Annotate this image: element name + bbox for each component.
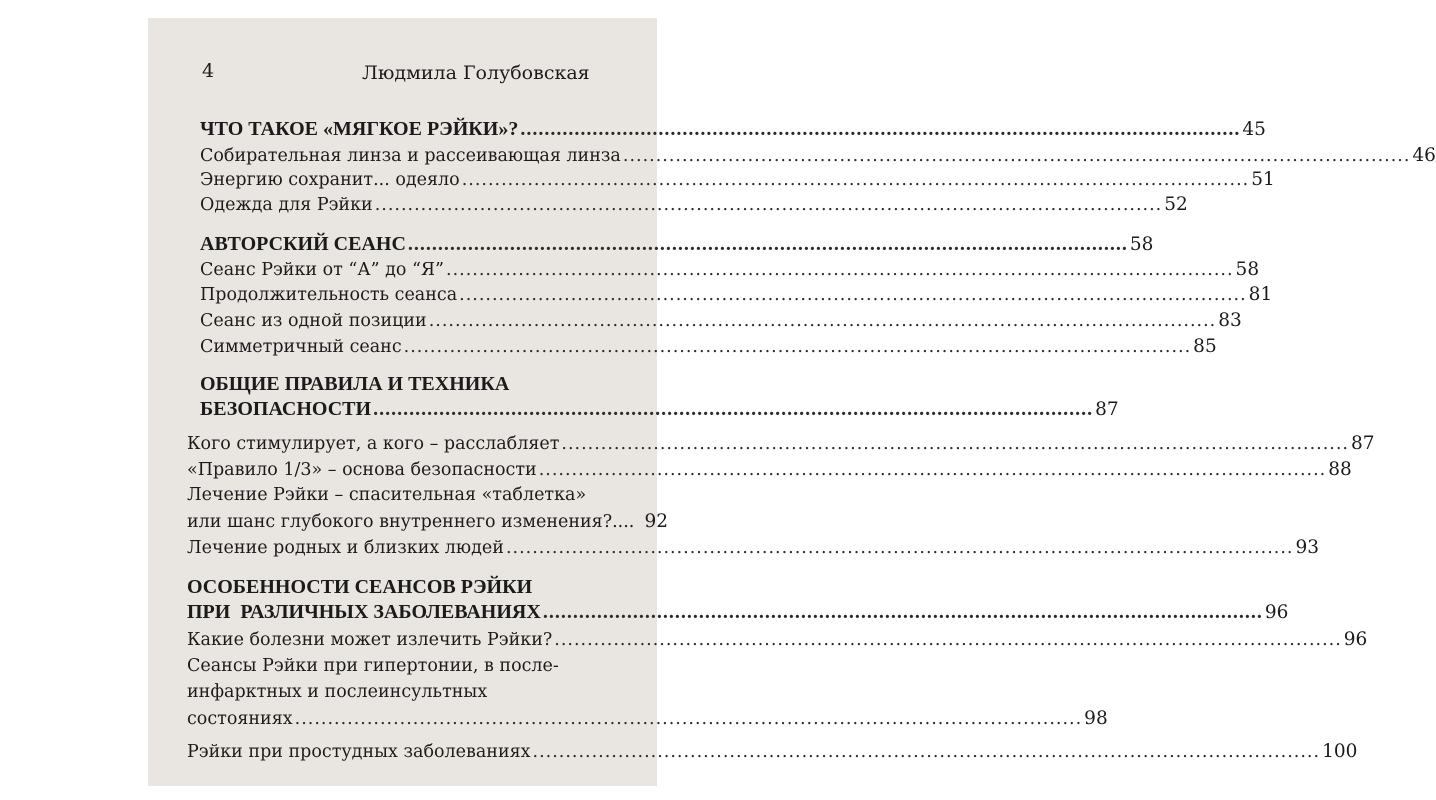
- toc-page-number: 45: [1242, 119, 1266, 140]
- toc-leader-dots: ........................................................................................................................: [374, 195, 1163, 215]
- toc-leader-dots: ....: [612, 512, 635, 532]
- toc-leader-dots: ........................................................................................................................: [542, 601, 1263, 623]
- toc-entry-title: Сеанс Рэйки от “А” до “Я”: [200, 260, 445, 280]
- toc-entry[interactable]: [187, 459, 1352, 480]
- toc-entry[interactable]: [187, 433, 1375, 454]
- toc-page-number: 85: [1193, 336, 1217, 357]
- toc-leader-dots: ........................................................................................................................: [294, 709, 1083, 729]
- toc-section[interactable]: [187, 601, 1289, 624]
- toc-section-title[interactable]: ОБЩИЕ ПРАВИЛА И ТЕХНИКА: [200, 373, 510, 395]
- toc-section-title: БЕЗОПАСНОСТИ: [200, 398, 372, 420]
- toc-entry-title: Сеанс из одной позиции: [200, 311, 427, 331]
- toc-entry[interactable]: [200, 145, 1436, 166]
- toc-entry-title: Кого стимулирует, а кого – расслабляет: [187, 434, 560, 454]
- toc-leader-dots: ........................................................................................................................: [532, 742, 1321, 762]
- toc-page-number: 81: [1248, 284, 1273, 305]
- toc-leader-dots: ........................................................................................................................: [561, 434, 1349, 454]
- toc-leader-dots: ........................................................................................................................: [407, 233, 1128, 255]
- toc-page-number: 83: [1218, 310, 1242, 331]
- toc-entry[interactable]: [200, 284, 1273, 305]
- toc-entry-title: Симметричный сеанс: [200, 337, 402, 357]
- toc-page-number: 58: [1129, 234, 1154, 255]
- toc-entry-title: состояниях: [187, 709, 293, 729]
- toc-entry[interactable]: [187, 708, 1108, 729]
- toc-leader-dots: ........................................................................................................................: [461, 170, 1250, 190]
- toc-leader-dots: ........................................................................................................................: [622, 146, 1411, 166]
- toc-leader-dots: ........................................................................................................................: [459, 285, 1247, 305]
- toc-leader-dots: ........................................................................................................................: [520, 118, 1241, 140]
- toc-leader-dots: ........................................................................................................................: [554, 630, 1342, 650]
- toc-page-number: 100: [1322, 741, 1358, 762]
- toc-section-title: ЧТО ТАКОЕ «МЯГКОЕ РЭЙКИ»?: [200, 118, 519, 140]
- toc-entry[interactable]: [187, 511, 668, 532]
- toc-page-number: 46: [1412, 145, 1436, 166]
- toc-leader-dots: ........................................................................................................................: [505, 538, 1294, 558]
- toc-section[interactable]: [200, 398, 1119, 421]
- toc-entry-title: Лечение родных и близких людей: [187, 538, 504, 558]
- toc-entry[interactable]: [200, 336, 1217, 357]
- toc-leader-dots: ........................................................................................................................: [428, 311, 1217, 331]
- toc-leader-dots: ........................................................................................................................: [403, 337, 1192, 357]
- toc-section[interactable]: [200, 118, 1266, 141]
- toc-page-number: 96: [1343, 629, 1368, 650]
- toc-entry-title: Рэйки при простудных заболеваниях: [187, 742, 531, 762]
- toc-leader-dots: ........................................................................................................................: [373, 398, 1094, 420]
- toc-page-number: 87: [1095, 399, 1119, 420]
- toc-entry-title[interactable]: Лечение Рэйки – спасительная «таблетка»: [187, 485, 587, 505]
- toc-entry-title[interactable]: Сеансы Рэйки при гипертонии, в после-: [187, 656, 559, 676]
- toc-entry-title[interactable]: инфарктных и послеинсультных: [187, 682, 488, 702]
- toc-page-number: 87: [1350, 433, 1375, 454]
- toc-entry-title: Собирательная линза и рассеивающая линза: [200, 146, 621, 166]
- toc-section-title[interactable]: ОСОБЕННОСТИ СЕАНСОВ РЭЙКИ: [187, 576, 533, 598]
- running-header-author: Людмила Голубовская: [362, 62, 590, 84]
- toc-page-number: 52: [1164, 194, 1188, 215]
- toc-section[interactable]: [200, 233, 1154, 256]
- toc-page-number: 92: [644, 511, 668, 532]
- toc-entry[interactable]: [187, 629, 1368, 650]
- toc-entry-title: Энергию сохранит... одеяло: [200, 170, 460, 190]
- toc-entry-title: «Правило 1/3» – основа безопасности: [187, 460, 537, 480]
- toc-entry-title: Продолжительность сеанса: [200, 285, 458, 305]
- toc-page-number: 58: [1235, 259, 1260, 280]
- toc-entry-title: Одежда для Рэйки: [200, 195, 373, 215]
- toc-entry-title: Какие болезни может излечить Рэйки?: [187, 630, 553, 650]
- toc-page-number: 88: [1328, 459, 1352, 480]
- toc-section-title: ПРИ РАЗЛИЧНЫХ ЗАБОЛЕВАНИЯХ: [187, 601, 541, 623]
- toc-entry[interactable]: [200, 310, 1242, 331]
- toc-page-number: 93: [1295, 537, 1320, 558]
- toc-entry-title: или шанс глубокого внутреннего изменения?: [187, 512, 613, 532]
- toc-entry[interactable]: [200, 169, 1275, 190]
- toc-leader-dots: ........................................................................................................................: [538, 460, 1327, 480]
- toc-page-number: 96: [1264, 602, 1289, 623]
- toc-leader-dots: ........................................................................................................................: [446, 260, 1234, 280]
- toc-page-number: 98: [1084, 708, 1108, 729]
- page-number: 4: [202, 60, 215, 82]
- toc-entry[interactable]: [200, 259, 1260, 280]
- toc-entry[interactable]: [187, 741, 1358, 762]
- toc-entry[interactable]: [187, 537, 1320, 558]
- toc-section-title: АВТОРСКИЙ СЕАНС: [200, 233, 406, 255]
- toc-entry[interactable]: [200, 194, 1188, 215]
- toc-page-number: 51: [1251, 169, 1275, 190]
